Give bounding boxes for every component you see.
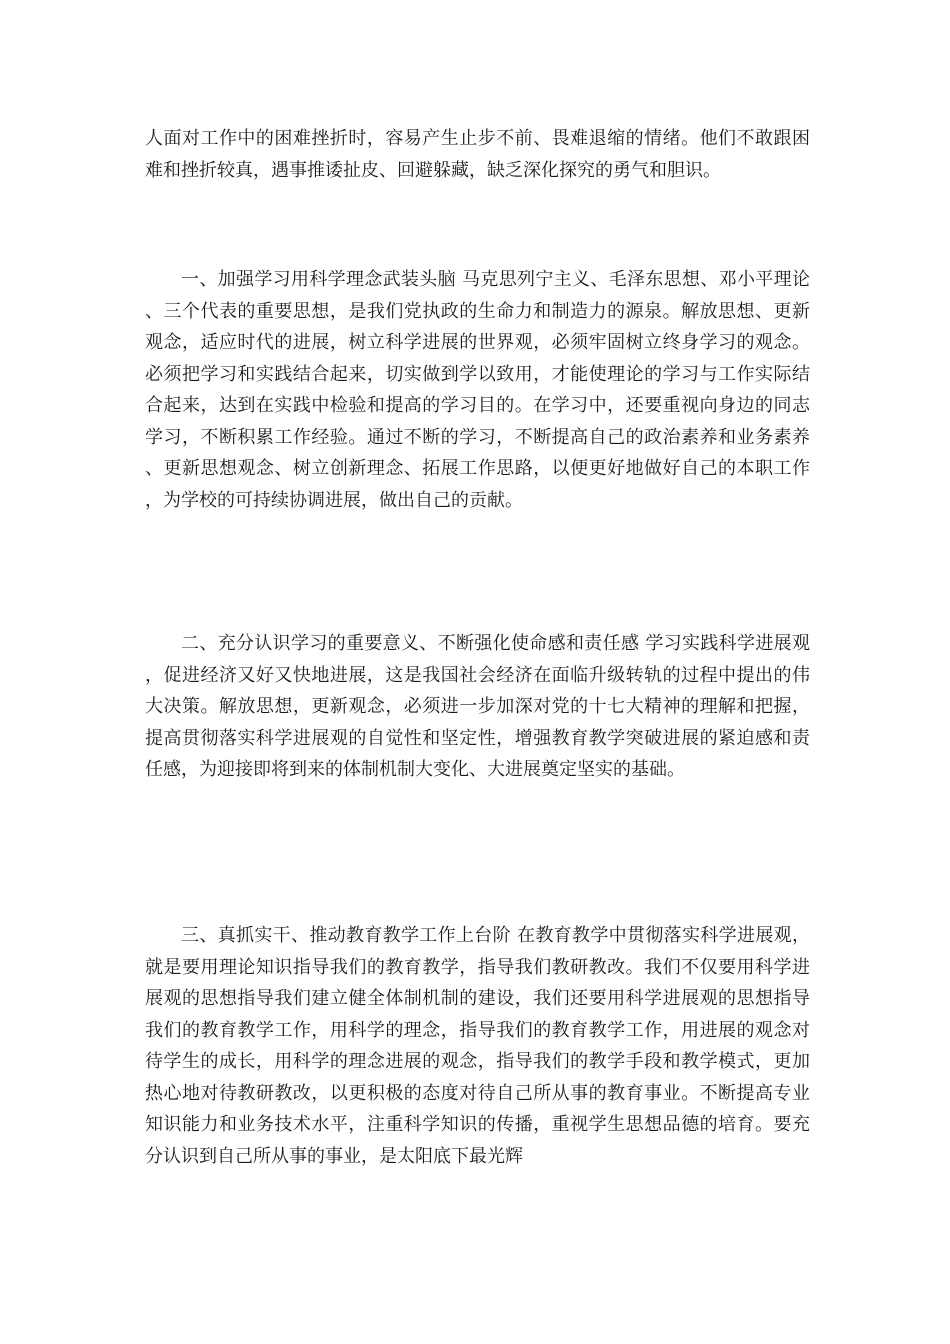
- paragraph-section-1: 一、加强学习用科学理念武装头脑 马克思列宁主义、毛泽东思想、邓小平理论、三个代表的重要思想，是我们党执政的生命力和制造力的源泉。解放思想、更新观念，适应时代的进展，树立科学进展的世界观，必须牢固树立终身学习的观念。必须把学习和实践结合起来，切实做到学以致用，才能使理论的学习与工作实际结合起来，达到在实践中检验和提高的学习目的。在学习中，还要重视向身边的同志学习，不断积累工作经验。通过不断的学习，不断提高自己的政治素养和业务素养、更新思想观念、树立创新理念、拓展工作思路，以便更好地做好自己的本职工作，为学校的可持续协调进展，做出自己的贡献。: [145, 269, 810, 511]
- paragraph-section-2: 二、充分认识学习的重要意义、不断强化使命感和责任感 学习实践科学进展观，促进经济又好又快地进展，这是我国社会经济在面临升级转轨的过程中提出的伟大决策。解放思想，更新观念，必须进一步加深对党的十七大精神的理解和把握，提高贯彻落实科学进展观的自觉性和坚定性，增强教育教学突破进展的紧迫感和责任感，为迎接即将到来的体制机制大变化、大进展奠定坚实的基础。: [145, 633, 810, 780]
- paragraph-section-3: 三、真抓实干、推动教育教学工作上台阶 在教育教学中贯彻落实科学进展观，就是要用理论知识指导我们的教育教学，指导我们教研教改。我们不仅要用科学进展观的思想指导我们建立健全体制机制的建设，我们还要用科学进展观的思想指导我们的教育教学工作，用科学的理念，指导我们的教育教学工作，用进展的观念对待学生的成长，用科学的理念进展的观念，指导我们的教学手段和教学模式，更加热心地对待教研教改，以更积极的态度对待自己所从事的教育事业。不断提高专业知识能力和业务技术水平，注重科学知识的传播，重视学生思想品德的培育。要充分认识到自己所从事的事业，是太阳底下最光辉: [145, 925, 810, 1167]
- paragraph-continuation: 人面对工作中的困难挫折时，容易产生止步不前、畏难退缩的情绪。他们不敢跟困难和挫折较真，遇事推诿扯皮、回避躲藏，缺乏深化探究的勇气和胆识。: [145, 128, 810, 181]
